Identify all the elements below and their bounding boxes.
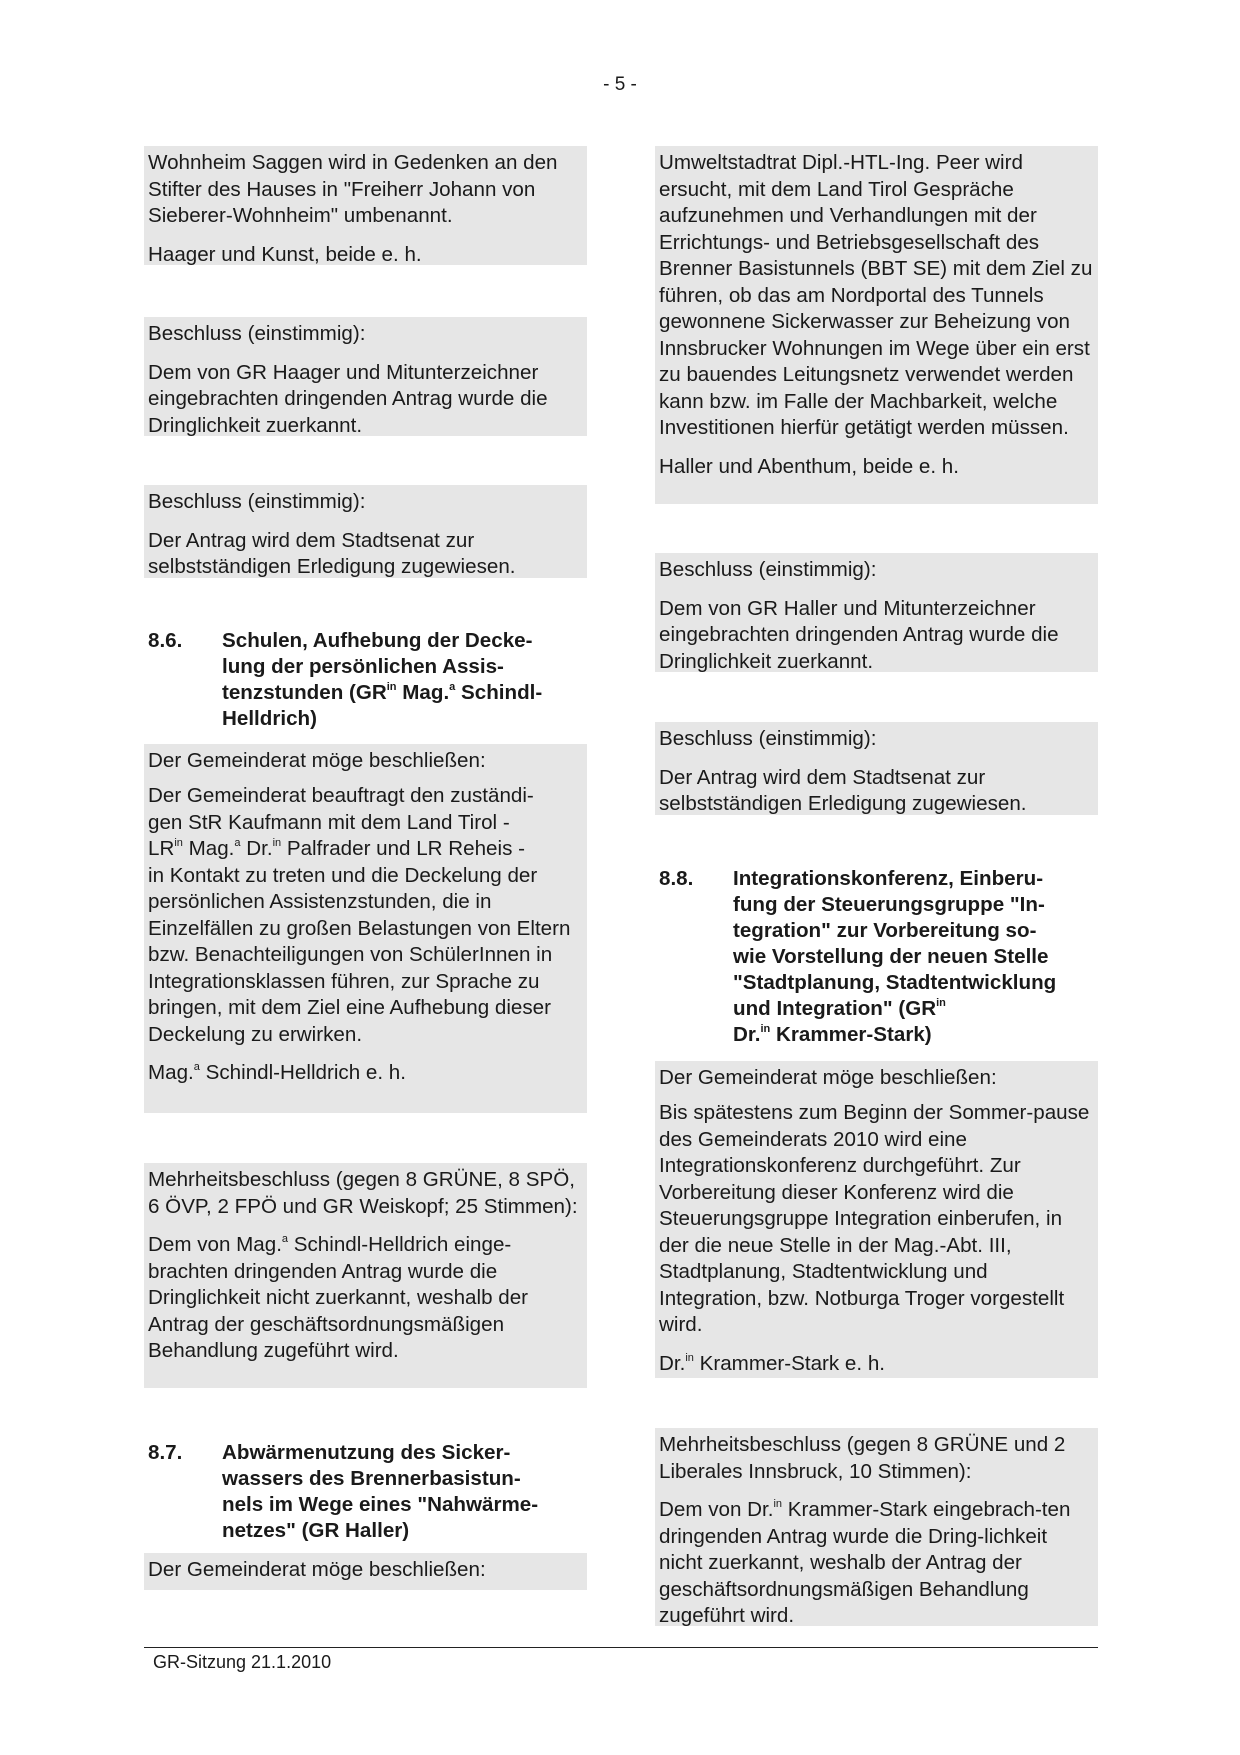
- resolution-box: [144, 317, 587, 436]
- motion-intro: Der Gemeinderat möge beschließen:: [148, 1558, 486, 1581]
- motion-signature: Mag.$^a$ Schindl-Helldrich e. h.: [148, 1061, 406, 1084]
- resolution-text: Dem von GR Haager und Mitunterzeichner eingebrachten dringenden Antrag wurde die Dringlichkeit zuerkannt.: [148, 360, 548, 437]
- motion-signature: Haller und Abenthum, beide e. h.: [659, 454, 959, 478]
- motion-text: Der Gemeinderat beauftragt den zuständi- gen StR Kaufmann mit dem Land Tirol - $LR^{in}$ Mag.$^a$ Dr.$^{in}$ Palfrader und LR Reheis - in Kontakt zu treten und die Deckelung der persönlichen Assistenzstunden, die in Einzelfällen zu großen Belastungen von Eltern bzw. Benachteiligungen von SchülerInnen in Integrationsklassen führen, zur Sprache zu bringen, mit dem Ziel eine Aufhebung dieser Deckelung zu erwirken.: [148, 784, 571, 1046]
- resolution-label: Mehrheitsbeschluss (gegen 8 GRÜNE, 8 SPÖ, 6 ÖVP, 2 FPÖ und GR Weiskopf; 25 Stimmen):: [148, 1168, 578, 1218]
- resolution-box: [144, 485, 587, 578]
- motion-signature: Dr.$^{in}$ Krammer-Stark e. h.: [659, 1351, 885, 1375]
- resolution-box: [655, 722, 1098, 815]
- motion-signature: Haager und Kunst, beide e. h.: [148, 242, 422, 266]
- resolution-text: Dem von Mag.$^a$ Schindl-Helldrich einge-brachten dringenden Antrag wurde die Dringlichkeit nicht zuerkannt, weshalb der Antrag der geschäftsordnungsmäßigen Behandlung zugeführt wird.: [148, 1233, 529, 1362]
- section-title: Abwärmenutzung des Sicker- wassers des Brennerbasistun- nels im Wege eines "Nahwärme- netzes" (GR Haller): [222, 1441, 539, 1542]
- motion-text-box: [144, 783, 587, 1113]
- resolution-label: Beschluss (einstimmig):: [148, 322, 366, 345]
- motion-text-box: [655, 1100, 1098, 1378]
- resolution-label: Beschluss (einstimmig):: [659, 727, 877, 750]
- section-title: Integrationskonferenz, Einberu- fung der Steuerungsgruppe "In- tegration" zur Vorbereitung so- wie Vorstellung der neuen Stelle "Stadtplanung, Stadtentwicklung und Integration" ($GR^{in}$ Dr.$^{in}$ Krammer-Stark): [733, 867, 1057, 1046]
- section-heading-8-7: [148, 1440, 588, 1544]
- motion-text-box: [144, 146, 587, 265]
- motion-intro-box: [144, 744, 587, 783]
- resolution-label: Beschluss (einstimmig):: [659, 558, 877, 581]
- section-heading-8-8: [659, 866, 1099, 1048]
- section-number: 8.7.: [148, 1441, 183, 1464]
- motion-intro: Der Gemeinderat möge beschließen:: [148, 749, 486, 772]
- section-number: 8.8.: [659, 867, 694, 890]
- resolution-box: [144, 1163, 587, 1388]
- section-number: 8.6.: [148, 629, 183, 652]
- motion-text-box: [655, 146, 1098, 504]
- resolution-text: Dem von Dr.$^{in}$ Krammer-Stark eingebrach-ten dringenden Antrag wurde die Dring-lichkeit nicht zuerkannt, weshalb der Antrag der geschäftsordnungsmäßigen Behandlung zugeführt wird.: [659, 1498, 1071, 1627]
- resolution-text: Der Antrag wird dem Stadtsenat zur selbstständigen Erledigung zugewiesen.: [659, 765, 1027, 815]
- footer-divider: [144, 1647, 1098, 1648]
- motion-intro-box: [144, 1553, 587, 1590]
- resolution-text: Dem von GR Haller und Mitunterzeichner eingebrachten dringenden Antrag wurde die Dringlichkeit zuerkannt.: [659, 596, 1059, 673]
- page-number: - 5 -: [603, 74, 637, 95]
- section-heading-8-6: [148, 628, 588, 732]
- motion-intro-box: [655, 1061, 1098, 1100]
- resolution-box: [655, 1428, 1098, 1626]
- motion-text: Wohnheim Saggen wird in Gedenken an den Stifter des Hauses in "Freiherr Johann von Sieberer-Wohnheim" umbenannt.: [148, 151, 558, 227]
- resolution-label: Beschluss (einstimmig):: [148, 490, 366, 513]
- resolution-box: [655, 553, 1098, 672]
- footer-text: GR-Sitzung 21.1.2010: [153, 1652, 332, 1672]
- motion-text: Bis spätestens zum Beginn der Sommer-pause des Gemeinderats 2010 wird eine Integrationskonferenz durchgeführt. Zur Vorbereitung dieser Konferenz wird die Steuerungsgruppe Integration einberufen, in der die neue Stelle in der Mag.-Abt. III, Stadtplanung, Stadtentwicklung und Integration, bzw. Notburga Troger vorgestellt wird.: [659, 1101, 1090, 1336]
- motion-intro: Der Gemeinderat möge beschließen:: [659, 1066, 997, 1089]
- motion-text: Umweltstadtrat Dipl.-HTL-Ing. Peer wird ersucht, mit dem Land Tirol Gespräche aufzunehmen und Verhandlungen mit der Errichtungs- und Betriebsgesellschaft des Brenner Basistunnels (BBT SE) mit dem Ziel zu führen, ob das am Nordportal des Tunnels gewonnene Sickerwasser zur Beheizung von Innsbrucker Wohnungen im Wege über ein erst zu bauendes Leitungsnetz verwendet werden kann bzw. im Falle der Machbarkeit, welche Investitionen hierfür getätigt werden müssen.: [659, 151, 1093, 439]
- resolution-label: Mehrheitsbeschluss (gegen 8 GRÜNE und 2 Liberales Innsbruck, 10 Stimmen):: [659, 1433, 1066, 1483]
- resolution-text: Der Antrag wird dem Stadtsenat zur selbstständigen Erledigung zugewiesen.: [148, 528, 516, 578]
- section-title: Schulen, Aufhebung der Decke- lung der persönlichen Assis- tenzstunden ($GR^{in}$ Mag.$^a$ Schindl- Helldrich): [222, 629, 543, 730]
